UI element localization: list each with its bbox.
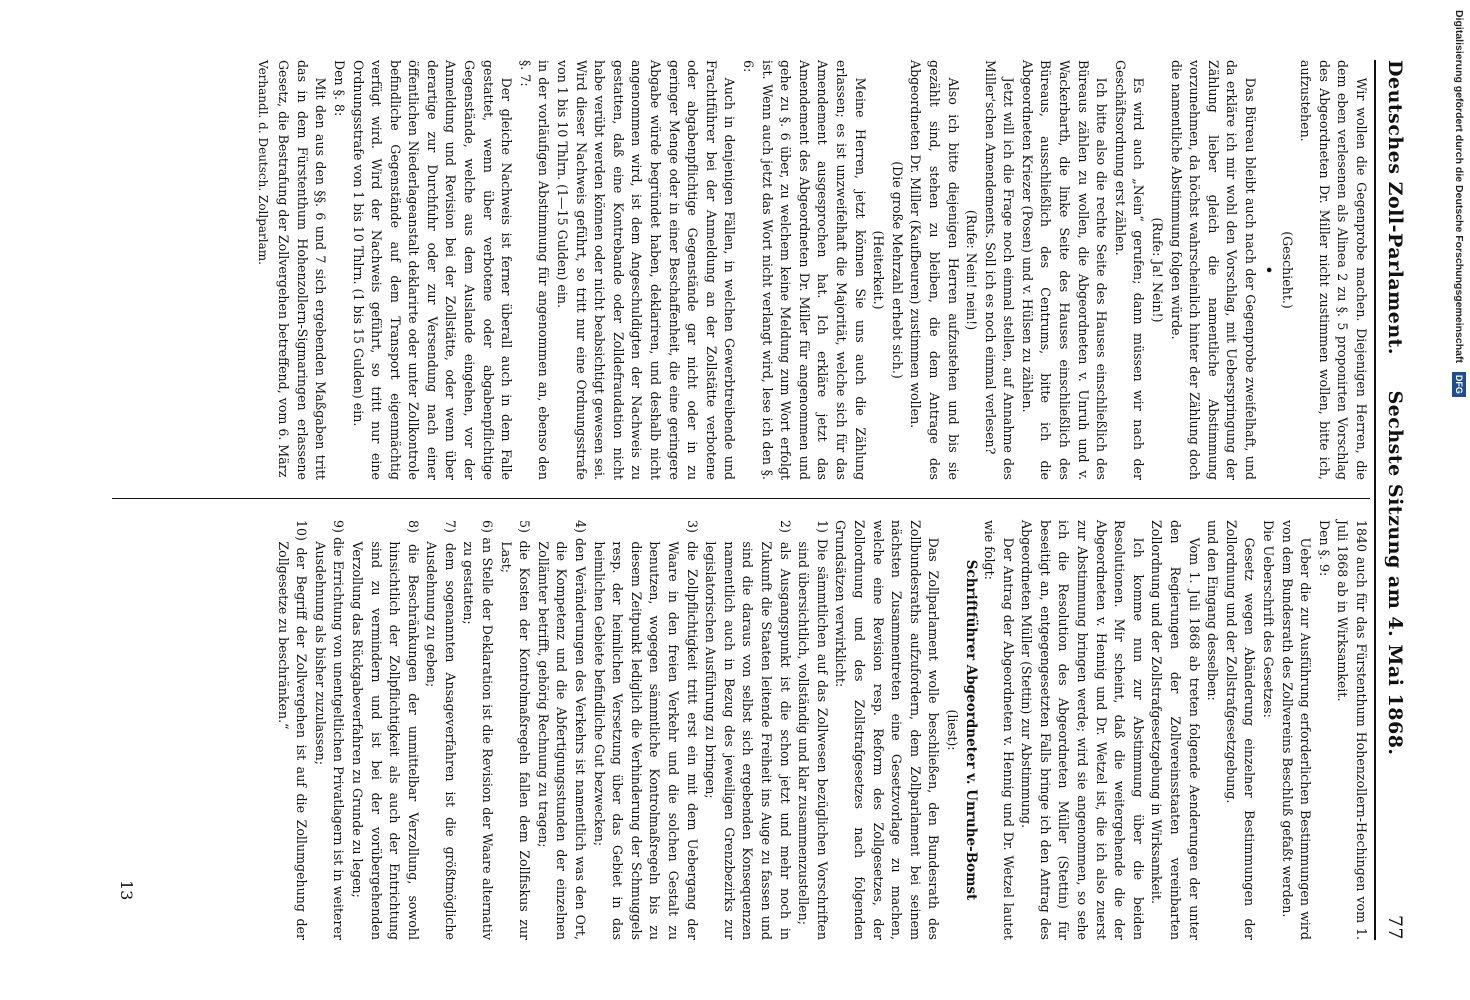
bullet-mark: • — [1259, 265, 1279, 275]
paragraph: in der vorläufigen Abstimmung für angenommen an, ebenso den §. 7: — [517, 60, 552, 480]
paragraph: Ich bitte also die rechte Seite des Hauses einschließlich des Büreaus zählen zu wollen, die Abgeordneten v. Unruh und v. Wackerbarth, die linke Seite des Hauses einschließlich des Büreaus, ausschließlich des Centrums, bitte ich die Abgeordneten Kriezer (Posen) und v. Hülsen zu zählen. — [1019, 60, 1110, 480]
paragraph: Meine Herren, jetzt können Sie uns auch die Zählung erlassen; es ist unzweifelhaft die Majorität, welche sich für das Amendement ausgesprochen hat. Ich erkläre jetzt das Amendement des Abgeordneten Dr. Miller für angenommen und gehe zu §. 6 über, zu welchem keine Meldung zum Wort erfolgt ist. Wenn auch jetzt das Wort nicht verlangt wird, lese ich den §. 6: — [741, 60, 868, 480]
list-item: 1) Die sämmtlichen auf das Zollwesen bezüglichen Vorschriften sind übersichtlich, vollständig und klar zusammenzustellen; — [796, 520, 830, 940]
header-rule — [1374, 60, 1376, 940]
speaker-heading: Schriftführer Abgeordneter v. Unruhe-Bomst — [962, 559, 979, 901]
list-item: 3) die Zollpflichtigkeit tritt erst ein mit dem Uebergang der Waare in den freien Verkehr und die solchen Gestalt zu benutzen, wogegen sämmtliche Kontrolmaßregeln bis zu diesem Zeitpunkt lediglich die Verhinderung der Schmuggels resp. der heimlichen Versetzung über das Gebiet in das heimlichen Gebiete befindliche Gut bezwecken; — [591, 520, 700, 940]
list-item: 2) als Ausgangspunkt ist die schon jetzt und mehr noch in Zukunft die Staaten leitende Freiheit ins Auge zu fassen und sind die daraus von selbst sich ergebenden Konsequenzen namentlich auch in Bezug des jeweiligen Grenzbezirks zur legislatorischen Ausführung zu bringen; — [703, 520, 793, 940]
centered-note: (Rufe: Ja! Nein!) — [1150, 217, 1166, 323]
list-item: 5) die Kosten der Kontrolmaßregeln fallen dem Zollfiskus zur Last; — [498, 520, 533, 940]
centered-note: (Geschieht.) — [1279, 231, 1295, 309]
column-divider — [112, 498, 1370, 499]
signature-mark: 13 — [117, 880, 136, 901]
paragraph: Mit den aus den §§. 6 und 7 sich ergebenden Maßgaben tritt das in dem Fürstenthum Hohenzollern-Sigmaringen erlassene Gesetz, die Bestrafung der Zollvergehen betreffend, vom 6. März — [276, 60, 329, 480]
paragraph: Das Zollparlament wolle beschließen, den Bundesrath des Zollbundesraths aufzufordern, dem Zollparlament bei seinem nächsten Zusammentreten eine Gesetzvorlage zu machen, welche eine Revision resp. Reform des Zollgesetzes, der Zollordnung und des Zollstrafgesetzes nach folgenden Grundsätzen verwirklicht: — [833, 520, 942, 940]
list-item: 8) die Beschränkungen der unmittelbar Verzollung, sowohl hinsichtlich der Zollpflichtigkeit als auch der Entrichtung sind zu vermindern und ist bei der vorübergehenden Verzollung das Rückgabeverfahren zu Grunde zu legen; — [349, 520, 421, 940]
paragraph: Also ich bitte diejenigen Herren aufzustehen und bis sie gezählt sind, stehen zu bleiben, die dem Antrage des Abgeordneten Dr. Miller (Kaufbeuren) zustimmen wollen. — [908, 60, 961, 480]
centered-note: (liest): — [944, 709, 960, 751]
page-header — [1372, 60, 1406, 940]
paragraph: Gesetz wegen Abänderung einzelner Bestimmungen der Zollordnung und der Zollstrafgesetzgebung. — [1223, 520, 1258, 940]
dfg-logo: DFG — [1452, 372, 1466, 397]
paragraph: Vom 1. Juli 1868 ab treten folgende Aenderungen der unter den Regierungen der Zollvereinsstaaten vereinbarten Zollordnung und der Zollstrafgesetzgebung in Wirksamkeit. — [1149, 520, 1202, 940]
centered-note: (Rufe: Nein! nein!) — [964, 209, 980, 331]
rotated-page — [40, 20, 1440, 980]
page-number: 77 — [1384, 914, 1406, 940]
scan-attribution — [1452, 10, 1466, 990]
signature-line: Verhandl. d. Deutsch. Zollparlam. — [255, 60, 270, 265]
paragraph: Das Büreau bleibt auch nach der Gegenprobe zweifelhaft, und da erkläre ich mir wohl den Vorschlag, mit Ueberspringung der Zählung lieber gleich die namentliche Abstimmung vorzunehmen, da höchst wahrscheinlich hinter der Zählung doch die namentliche Abstimmung folgen würde. — [1168, 60, 1259, 480]
paragraph: und den Eingang desselben: — [1205, 520, 1221, 701]
centered-note: (Die große Mehrzahl erhebt sich.) — [889, 161, 905, 379]
paragraph: Der Antrag der Abgeordneten v. Hennig und Dr. Wetzel lautet wie folgt: — [982, 520, 1016, 940]
list-item: 9) die Errichtung von unentgeltlichen Privatlagern ist in weiterer Ausdehnung als bisher zuzulassen; — [312, 520, 347, 940]
paragraph: Auch in denjenigen Fällen, in welchen Gewerbtreibende und Frachtführer bei der Anmeldung an der Zollstätte verbotene oder abgabenpflichtige Gegenstände gar nicht oder in zu geringer Menge oder in einer Beschaffenheit, die eine geringere Abgabe würde begründet haben, deklariren, und deshalb nicht angenommen wird, ist dem Angeschuldigten der Nachweis zu gestatten, daß eine Kontrebande oder Zolldefraudation nicht habe verübt werden können oder nicht beabsichtigt gewesen sei. Wird dieser Nachweis geführt, so tritt nur eine Ordnungsstrafe von 1 bis 10 Thlrn. (1—15 Gulden) ein. — [555, 60, 738, 480]
left-column — [253, 60, 1370, 480]
paragraph: Ich komme nun zur Abstimmung über die beiden Resolutionen. Mir scheint, daß die weitergehende die der Abgeordneten v. Hennig und Dr. Wetzel ist, die ich also zuerst zur Abstimmung bringen werde; wird sie angenommen, so sehe ich die Resolution des Abgeordneten Müller (Stettin) für beseitigt an, entgegengesetzten Falls bringe ich den Antrag des Abgeordneten Müller (Stettin) zur Abstimmung. — [1019, 520, 1146, 940]
list-item: 4) den Veränderungen des Verkehrs ist namentlich was den Ort, die Kompetenz und die Abfertigungsstunden der einzelnen Zollämter betrifft, gehörig Rechnung zu tragen; — [535, 520, 589, 940]
paragraph: 1840 auch für das Fürstenthum Hohenzollern-Hechingen vom 1. Juli 1868 ab in Wirksamkeit. — [1335, 520, 1369, 940]
paragraph: Jetzt will ich die Frage noch einmal stellen, auf Annahme des Miller'schen Amendements. Soll ich es noch einmal verlesen? — [982, 60, 1017, 480]
attribution-text: Digitalisierung gefördert durch die Deutsche Forschungsgemeinschaft — [1453, 10, 1465, 363]
paragraph: Wir wollen die Gegenprobe machen. Diejenigen Herren, die dem eben verlesenen als Alinea 2 zu §. 5 proponirten Vorschlag des Abgeordneten Dr. Miller nicht zustimmen wollen, bitte ich, aufzustehen. — [1298, 60, 1369, 480]
paragraph: Ueber die zur Ausführung erforderlichen Bestimmungen wird von dem Bundesrath des Zollvereins Beschluß gefaßt werden. — [1279, 520, 1314, 940]
list-item: 7) dem sogenannten Ansageverfahren ist die größtmögliche Ausdehnung zu geben; — [424, 520, 458, 940]
list-item: 6) an Stelle der Deklaration ist die Revision der Waare alternativ zu gestatten; — [461, 520, 496, 940]
session-title: Sechste Sitzung am 4. Mai 1868. — [1384, 390, 1406, 756]
paragraph: Die Ueberschrift des Gesetzes: — [1261, 520, 1277, 718]
paragraph: Es wird auch „Nein“ gerufen; dann müssen wir nach der Geschäftsordnung erst zählen. — [1112, 60, 1147, 480]
paragraph: Den §. 9: — [1316, 520, 1332, 577]
paragraph: Den §. 8: — [331, 60, 347, 117]
paragraph: Der gleiche Nachweis ist ferner überall auch in dem Falle gestattet, wenn über verbotene oder abgabenpflichtige Gegenstände, welche aus dem Auslande eingehen, vor der Anmeldung und Revision bei der Zollstätte, oder wenn über derartige zur Durchfuhr oder zur Versendung nach einer öffentlichen Niederlageanstalt deklarirte oder unter Zollkontrole befindliche Gegenstände auf dem Transport eigenmächtig verfügt wird. Wird der Nachweis geführt, so tritt nur eine Ordnungsstrafe von 1 bis 10 Thlrn. (1 bis 15 Gulden) ein. — [350, 60, 515, 480]
centered-note: (Heiterkeit.) — [871, 230, 887, 310]
running-title: Deutsches Zoll-Parlament. — [1384, 60, 1406, 356]
right-column — [273, 520, 1370, 940]
list-item: 10) der Begriff der Zollvergehen ist auf die Zollumgehung der Zollgesetze zu beschränken.“ — [275, 520, 310, 940]
